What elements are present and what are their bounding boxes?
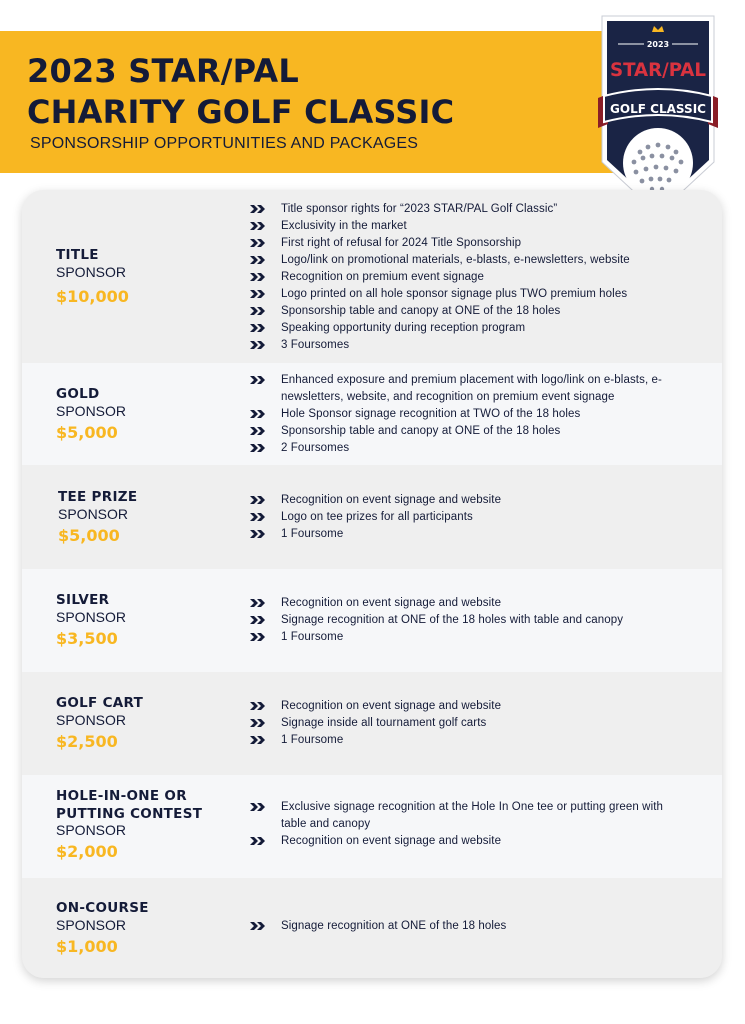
tier-price: $2,000 <box>56 842 118 861</box>
benefit-list <box>250 201 690 354</box>
chevron-bullet-icon <box>250 444 266 452</box>
tier-price: $3,500 <box>56 629 118 648</box>
tier-title <box>22 190 722 363</box>
benefit-item: Signage recognition at ONE of the 18 holes with table and canopy <box>250 612 690 629</box>
header-banner <box>0 31 620 173</box>
logo-year: 2023 <box>646 40 670 49</box>
chevron-bullet-icon <box>250 922 266 930</box>
chevron-bullet-icon <box>250 803 266 811</box>
tier-golf-cart <box>22 672 722 775</box>
tier-on-course <box>22 878 722 978</box>
tier-price: $10,000 <box>56 287 129 306</box>
chevron-bullet-icon <box>250 427 266 435</box>
chevron-bullet-icon <box>250 324 266 332</box>
chevron-bullet-icon <box>250 736 266 744</box>
chevron-bullet-icon <box>250 616 266 624</box>
chevron-bullet-icon <box>250 273 266 281</box>
benefit-item: 1 Foursome <box>250 732 690 749</box>
tier-sponsor-label: SPONSOR <box>56 822 127 838</box>
tier-name: ON-COURSE <box>56 900 149 916</box>
tier-price: $5,000 <box>56 423 118 442</box>
benefit-list <box>250 595 690 646</box>
benefit-list <box>250 372 690 457</box>
chevron-bullet-icon <box>250 410 266 418</box>
tier-sponsor-label: SPONSOR <box>56 609 127 625</box>
tier-gold <box>22 363 722 465</box>
tier-hole-in-one <box>22 775 722 878</box>
benefit-item: Speaking opportunity during reception program <box>250 320 690 337</box>
benefit-item: Recognition on event signage and website <box>250 492 690 509</box>
benefit-item: Signage recognition at ONE of the 18 holes <box>250 918 690 935</box>
chevron-bullet-icon <box>250 290 266 298</box>
tier-tee-prize <box>22 465 722 569</box>
tier-name: SILVER <box>56 592 110 608</box>
tier-sponsor-label: SPONSOR <box>58 506 129 522</box>
tier-name: GOLD <box>56 386 100 402</box>
benefit-item: Recognition on event signage and website <box>250 595 690 612</box>
benefit-item: Signage inside all tournament golf carts <box>250 715 690 732</box>
tier-price: $2,500 <box>56 732 118 751</box>
logo-brand: STAR/PAL <box>610 59 707 81</box>
chevron-bullet-icon <box>250 702 266 710</box>
benefit-item: Sponsorship table and canopy at ONE of the 18 holes <box>250 303 690 320</box>
tier-sponsor-label: SPONSOR <box>56 403 127 419</box>
benefit-item: Enhanced exposure and premium placement with logo/link on e-blasts, e-newsletters, website, and recognition on premium event signage <box>250 372 690 406</box>
sponsorship-card <box>22 190 722 978</box>
benefit-item: Title sponsor rights for “2023 STAR/PAL Golf Classic” <box>250 201 690 218</box>
chevron-bullet-icon <box>250 837 266 845</box>
benefit-item: Logo/link on promotional materials, e-blasts, e-newsletters, website <box>250 252 690 269</box>
benefit-item: 2 Foursomes <box>250 440 690 457</box>
page-title <box>27 51 454 133</box>
benefit-item: Sponsorship table and canopy at ONE of the 18 holes <box>250 423 690 440</box>
benefit-list <box>250 799 690 850</box>
chevron-bullet-icon <box>250 222 266 230</box>
benefit-item: Recognition on event signage and website <box>250 833 690 850</box>
chevron-bullet-icon <box>250 307 266 315</box>
chevron-bullet-icon <box>250 256 266 264</box>
chevron-bullet-icon <box>250 205 266 213</box>
benefit-item: Logo on tee prizes for all participants <box>250 509 690 526</box>
chevron-bullet-icon <box>250 530 266 538</box>
chevron-bullet-icon <box>250 719 266 727</box>
tier-name: GOLF CART <box>56 695 144 711</box>
chevron-bullet-icon <box>250 376 266 384</box>
benefit-item: 1 Foursome <box>250 629 690 646</box>
page-subtitle: SPONSORSHIP OPPORTUNITIES AND PACKAGES <box>30 135 419 152</box>
golf-classic-logo <box>596 12 720 218</box>
benefit-item: Hole Sponsor signage recognition at TWO of the 18 holes <box>250 406 690 423</box>
benefit-item: Recognition on premium event signage <box>250 269 690 286</box>
chevron-bullet-icon <box>250 633 266 641</box>
tier-name: TEE PRIZE <box>58 489 138 505</box>
benefit-list <box>250 918 690 935</box>
benefit-item: Recognition on event signage and website <box>250 698 690 715</box>
benefit-list <box>250 492 690 543</box>
title-line-1: 2023 STAR/PAL <box>27 52 299 90</box>
benefit-item: Exclusivity in the market <box>250 218 690 235</box>
tier-sponsor-label: SPONSOR <box>56 264 127 280</box>
chevron-bullet-icon <box>250 239 266 247</box>
tier-silver <box>22 569 722 672</box>
tier-name: HOLE-IN-ONE OR PUTTING CONTEST <box>56 788 203 822</box>
benefit-item: Exclusive signage recognition at the Hole In One tee or putting green with table and canopy <box>250 799 690 833</box>
chevron-bullet-icon <box>250 341 266 349</box>
tier-price: $5,000 <box>58 526 120 545</box>
benefit-item: Logo printed on all hole sponsor signage plus TWO premium holes <box>250 286 690 303</box>
tier-sponsor-label: SPONSOR <box>56 712 127 728</box>
benefit-list <box>250 698 690 749</box>
chevron-bullet-icon <box>250 599 266 607</box>
tier-name: TITLE <box>56 247 99 263</box>
tier-sponsor-label: SPONSOR <box>56 917 127 933</box>
title-line-2: CHARITY GOLF CLASSIC <box>27 93 455 131</box>
benefit-item: 1 Foursome <box>250 526 690 543</box>
benefit-item: First right of refusal for 2024 Title Sponsorship <box>250 235 690 252</box>
chevron-bullet-icon <box>250 496 266 504</box>
tier-price: $1,000 <box>56 937 118 956</box>
chevron-bullet-icon <box>250 513 266 521</box>
logo-ribbon: GOLF CLASSIC <box>610 102 707 116</box>
benefit-item: 3 Foursomes <box>250 337 690 354</box>
